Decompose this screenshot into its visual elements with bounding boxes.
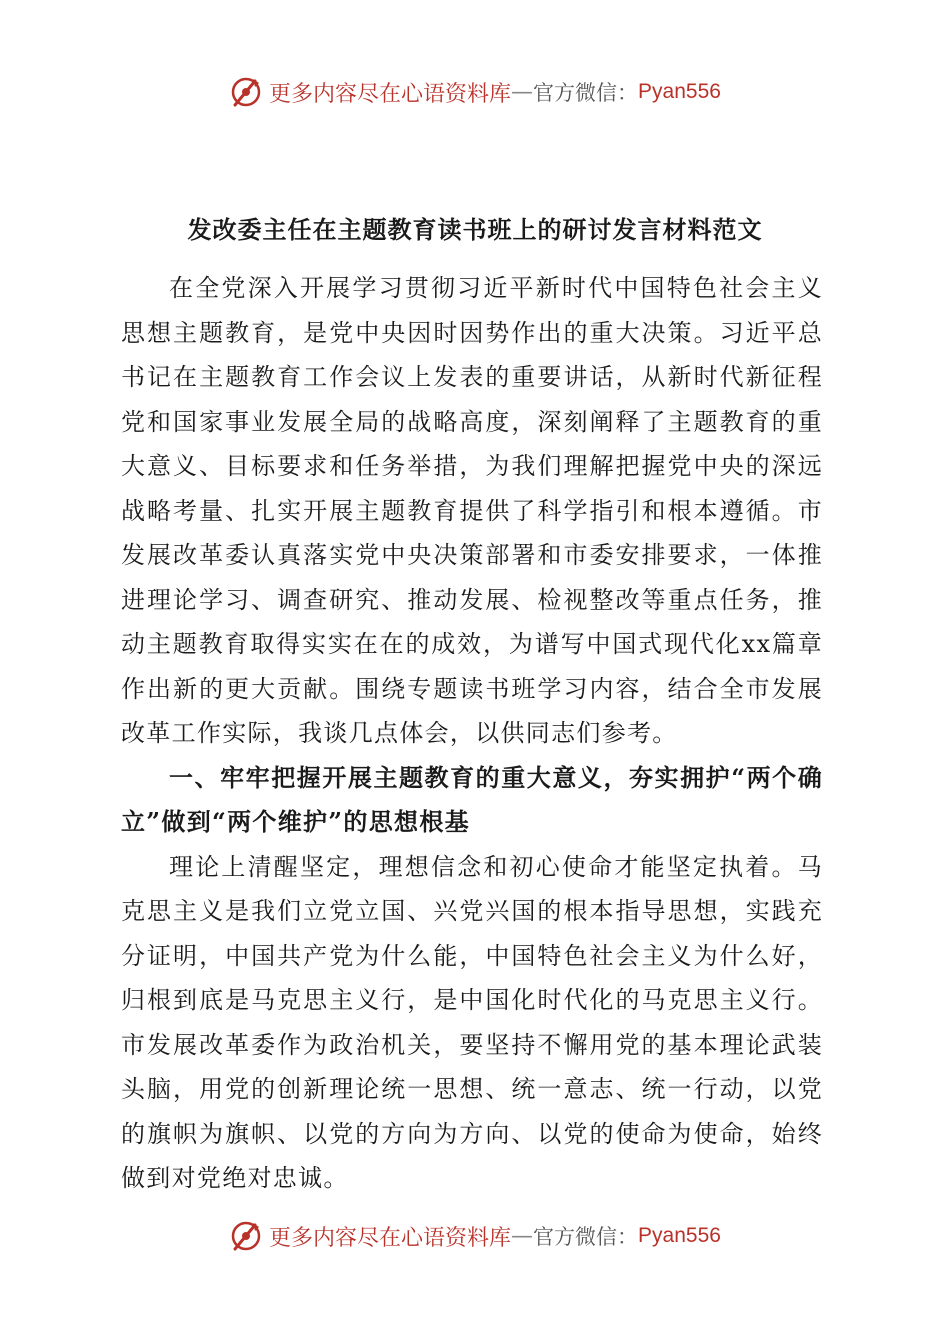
banner-wechat-label: 官方微信：: [533, 81, 639, 105]
banner-wechat-id: Pyan556: [638, 80, 721, 103]
document-body: [121, 266, 823, 1201]
footer-banner: [0, 1216, 950, 1256]
banner-text: 更多内容尽在心语资料库: [269, 1225, 512, 1251]
section-heading: 一、牢牢把握开展主题教育的重大意义，夯实拥护“两个确立”做到“两个维护”的思想根基: [121, 762, 823, 836]
banner-wechat-id: Pyan556: [638, 1224, 721, 1247]
pen-circle-logo-icon: [229, 75, 263, 109]
document-title: 发改委主任在主题教育读书班上的研讨发言材料范文: [187, 215, 763, 244]
banner-wechat-label: 官方微信：: [533, 1225, 639, 1249]
banner-dash: —: [511, 79, 534, 105]
pen-circle-logo-icon: [229, 1219, 263, 1253]
banner-dash: —: [511, 1223, 534, 1249]
paragraph-intro: 在全党深入开展学习贯彻习近平新时代中国特色社会主义思想主题教育，是党中央因时因势作出的重大决策。习近平总书记在主题教育工作会议上发表的重要讲话，从新时代新征程党和国家事业发展全局的战略高度，深刻阐释了主题教育的重大意义、目标要求和任务举措，为我们理解把握党中央的深远战略考量、扎实开展主题教育提供了科学指引和根本遵循。市发展改革委认真落实党中央决策部署和市委安排要求，一体推进理论学习、调查研究、推动发展、检视整改等重点任务，推动主题教育取得实实在在的成效，为谱写中国式现代化xx篇章作出新的更大贡献。围绕专题读书班学习内容，结合全市发展改革工作实际，我谈几点体会，以供同志们参考。: [121, 274, 823, 747]
banner-text: 更多内容尽在心语资料库: [269, 81, 512, 107]
header-banner: [0, 72, 950, 112]
paragraph-section-one: 理论上清醒坚定，理想信念和初心使命才能坚定执着。马克思主义是我们立党立国、兴党兴国的根本指导思想，实践充分证明，中国共产党为什么能，中国特色社会主义为什么好，归根到底是马克思主义行，是中国化时代化的马克思主义行。市发展改革委作为政治机关，要坚持不懈用党的基本理论武装头脑，用党的创新理论统一思想、统一意志、统一行动，以党的旗帜为旗帜、以党的方向为方向、以党的使命为使命，始终做到对党绝对忠诚。: [121, 852, 823, 1192]
